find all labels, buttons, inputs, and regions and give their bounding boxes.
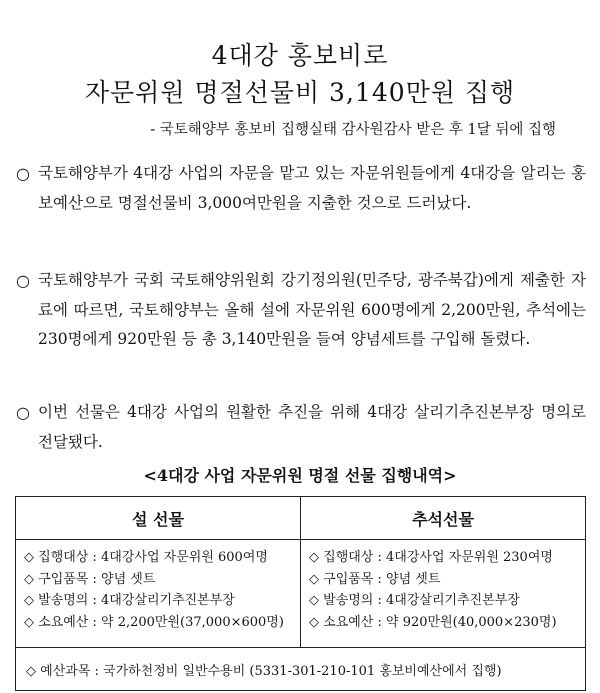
detail-line: ◇ 발송명의 : 4대강살리기추진본부장 [309, 593, 520, 608]
subtitle: - 국토해양부 홍보비 집행실태 감사원감사 받은 후 1달 뒤에 집행 [150, 122, 556, 138]
detail-line: ◇ 구입품목 : 양념 셋트 [24, 571, 156, 587]
title-line-2: 자문위원 명절선물비 3,140만원 집행 [84, 78, 516, 107]
paragraph-3 [16, 398, 586, 457]
paragraph-text: 국토해양부가 국회 국토해양위원회 강기정의원(민주당, 광주북갑)에게 제출한 자료에 따르면, 국토해양부는 올해 설에 자문위원 600명에게 2,200만원, 추석에는 230명에게 920만원 등 총 3,140만원을 들여 양념세트를 구입해 돌렸다. [38, 271, 586, 348]
chuseok-details [301, 540, 586, 648]
paragraph-text: 이번 선물은 4대강 사업의 원활한 추진을 위해 4대강 살리기추진본부장 명의로 전달됐다. [38, 403, 586, 451]
budget-category-row: ◇ 예산과목 : 국가하천정비 일반수용비 (5331-301-210-101 홍보비예산에서 집행) [16, 648, 586, 691]
paragraph-2 [16, 266, 586, 355]
detail-line: ◇ 집행대상 : 4대강사업 자문위원 230여명 [309, 550, 553, 565]
bullet-icon: ○ [16, 403, 30, 422]
title-line-1: 4대강 홍보비로 [211, 41, 389, 70]
header-seollal: 설 선물 [16, 497, 301, 540]
bullet-icon: ○ [16, 271, 30, 290]
paragraph-text: 국토해양부가 4대강 사업의 자문을 맡고 있는 자문위원들에게 4대강을 알리는 홍보예산으로 명절선물비 3,000여만원을 지출한 것으로 드러났다. [38, 164, 586, 212]
seollal-details [16, 540, 301, 648]
detail-line: ◇ 집행대상 : 4대강사업 자문위원 600여명 [24, 550, 268, 565]
header-chuseok: 추석선물 [301, 497, 586, 540]
paragraph-1 [16, 159, 586, 218]
detail-line: ◇ 소요예산 : 약 2,200만원(37,000×600명) [24, 614, 284, 630]
gift-expense-table [15, 496, 586, 691]
detail-line: ◇ 구입품목 : 양념 셋트 [309, 571, 441, 587]
table-title: <4대강 사업 자문위원 명절 선물 집행내역> [143, 466, 457, 485]
detail-line: ◇ 발송명의 : 4대강살리기추진본부장 [24, 593, 235, 608]
bullet-icon: ○ [16, 164, 30, 183]
detail-line: ◇ 소요예산 : 약 920만원(40,000×230명) [309, 614, 557, 630]
